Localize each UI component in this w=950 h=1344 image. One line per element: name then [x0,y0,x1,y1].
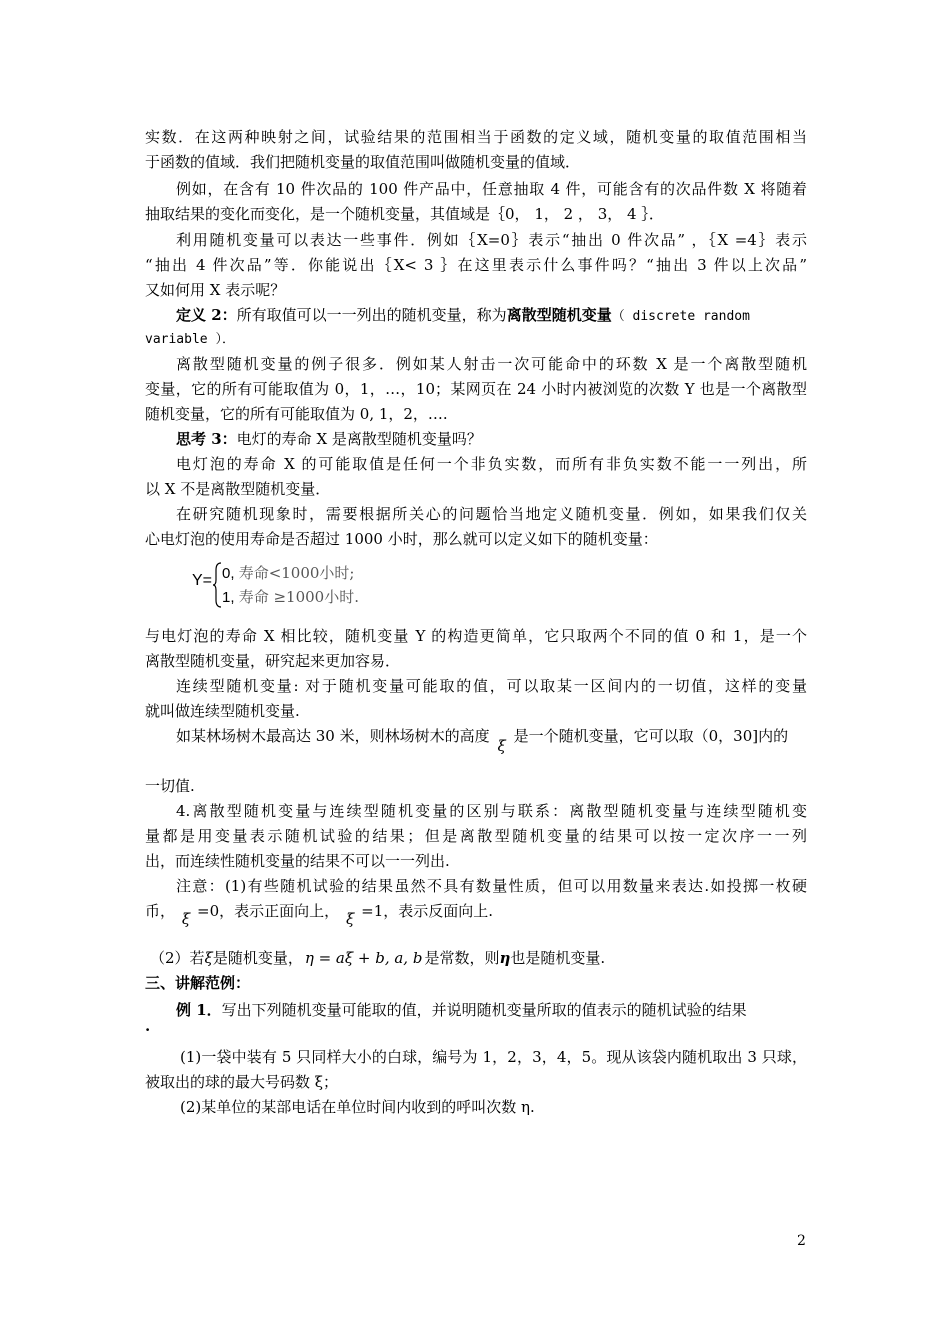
text-part: （2）若 [150,949,205,967]
xi-symbol: ξ [346,910,355,928]
text-part: 币， [145,902,176,920]
paragraph-line: 抽取结果的变化而变化，是一个随机变量，其值域是｛0， 1， 2 ， 3， 4 ｝． [145,205,664,223]
paragraph-line: 就叫做连续型随机变量. [145,702,300,720]
paragraph-line: 与电灯泡的寿命 X 相比较，随机变量 Y 的构造更简单，它只取两个不同的值 0 和 1，是一个 [145,627,807,645]
paragraph-line: 电灯泡的寿命 X 的可能取值是任何一个非负实数，而所有非负实数不能一一列出，所 [176,455,807,473]
case-2-condition: 寿命 ≥1000小时. [238,588,359,606]
text-part: =1，表示反面向上. [361,902,494,920]
text-part: =0，表示正面向上， [197,902,340,920]
paragraph-line: 变量，它的所有可能取值为 0，1，…，10；某网页在 24 小时内被浏览的次数 Y 也是一个离散型 [145,380,807,398]
paragraph-line: 以 X 不是离散型随机变量． [145,480,331,498]
eta-symbol: η [499,949,511,967]
case-1-value: 0, [222,565,235,582]
paragraph-line: 又如何用 X 表示呢？ [145,281,286,299]
formula-case-1 [222,562,354,583]
paragraph-line: . [145,1017,151,1035]
paragraph-line: “抽出 4 件次品”等．你能说出｛X< 3 ｝在这里表示什么事件吗？“抽出 3 件以上次品” [145,256,807,274]
definition-2-line [176,304,807,328]
definition-term: 离散型随机变量 [506,306,612,324]
paragraph-line: 连续型随机变量: 对于随机变量可能取的值，可以取某一区间内的一切值，这样的变量 [176,677,807,695]
paragraph-line: 例如，在含有 10 件次品的 100 件产品中，任意抽取 4 件，可能含有的次品件数 X 将随着 [176,180,807,198]
paragraph-line: 出，而连续性随机变量的结果不可以一一列出. [145,852,450,870]
paragraph-line: 量都是用变量表示随机试验的结果；但是离散型随机变量的结果可以按一定次序一一列 [145,827,807,845]
example-text: 写出下列随机变量可能取的值，并说明随机变量所取的值表示的随机试验的结果 [221,1001,747,1019]
paragraph-line: 实数．在这两种映射之间，试验结果的范围相当于函数的定义域，随机变量的取值范围相当 [145,128,807,146]
xi-symbol: ξ [204,949,213,967]
text-part: 如某林场树木最高达 30 米，则林场树木的高度 [176,727,490,745]
piecewise-formula [192,560,392,612]
eta-equation: η = aξ + b, a, b [304,949,423,967]
text-part: 是常数，则 [424,949,500,967]
example-label: 例 1． [176,1001,222,1019]
left-brace-icon [212,562,222,608]
think-text: 电灯的寿命 X 是离散型随机变量吗？ [236,430,482,448]
text-part: 是一个随机变量，它可以取（0，30]内的 [513,727,789,745]
think-label: 思考 3： [176,430,237,448]
formula-case-2 [222,586,359,607]
text-part: 是随机变量， [212,949,303,967]
paragraph-line: 4.离散型随机变量与连续型随机变量的区别与联系：离散型随机变量与连续型随机变 [176,802,807,820]
xi-symbol: ξ [181,910,191,928]
paragraph-line: 在研究随机现象时，需要根据所关心的问题恰当地定义随机变量．例如，如果我们仅关 [176,505,807,523]
paragraph-line: 离散型随机变量的例子很多．例如某人射击一次可能命中的环数 X 是一个离散型随机 [176,355,807,373]
definition-english: （ discrete random [611,309,750,324]
paragraph-line: 心电灯泡的使用寿命是否超过 1000 小时，那么就可以定义如下的随机变量： [145,530,658,548]
paragraph-line: (2)某单位的某部电话在单位时间内收到的呼叫次数 η. [180,1098,535,1116]
paragraph-line: 离散型随机变量，研究起来更加容易． [145,652,401,670]
paragraph-line [145,900,807,928]
paragraph-line: 利用随机变量可以表达一些事件．例如｛X=0｝表示“抽出 0 件次品” ，｛X =4｝表示 [176,231,807,249]
definition-label: 定义 2： [176,306,237,324]
paragraph-line: 于函数的值域．我们把随机变量的取值范围叫做随机变量的值域． [145,153,581,171]
paragraph-line [150,947,812,969]
paragraph-line: (1)一袋中装有 5 只同样大小的白球，编号为 1，2，3，4，5。现从该袋内随机取出 3 只球， [180,1048,807,1066]
think-3-line [176,428,807,450]
text-part: 也是随机变量. [510,949,606,967]
formula-lhs: Y= [192,572,213,589]
paragraph-line: variable ）． [145,332,235,347]
case-1-condition: 寿命<1000小时; [238,564,355,582]
paragraph-line: 一切值. [145,777,195,795]
page-number: 2 [797,1233,806,1249]
paragraph-line [176,725,807,755]
paragraph-line: 注意：(1)有些随机试验的结果虽然不具有数量性质，但可以用数量来表达.如投掷一枚硬 [176,877,807,895]
paragraph-line: 随机变量，它的所有可能取值为 0, 1，2，…. [145,405,448,423]
paragraph-line: 被取出的球的最大号码数 ξ； [145,1073,339,1091]
definition-text: 所有取值可以一一列出的随机变量，称为 [236,306,507,324]
case-2-value: 1, [222,589,235,606]
xi-symbol: ξ [497,737,506,755]
section-heading: 三、讲解范例： [145,974,251,992]
